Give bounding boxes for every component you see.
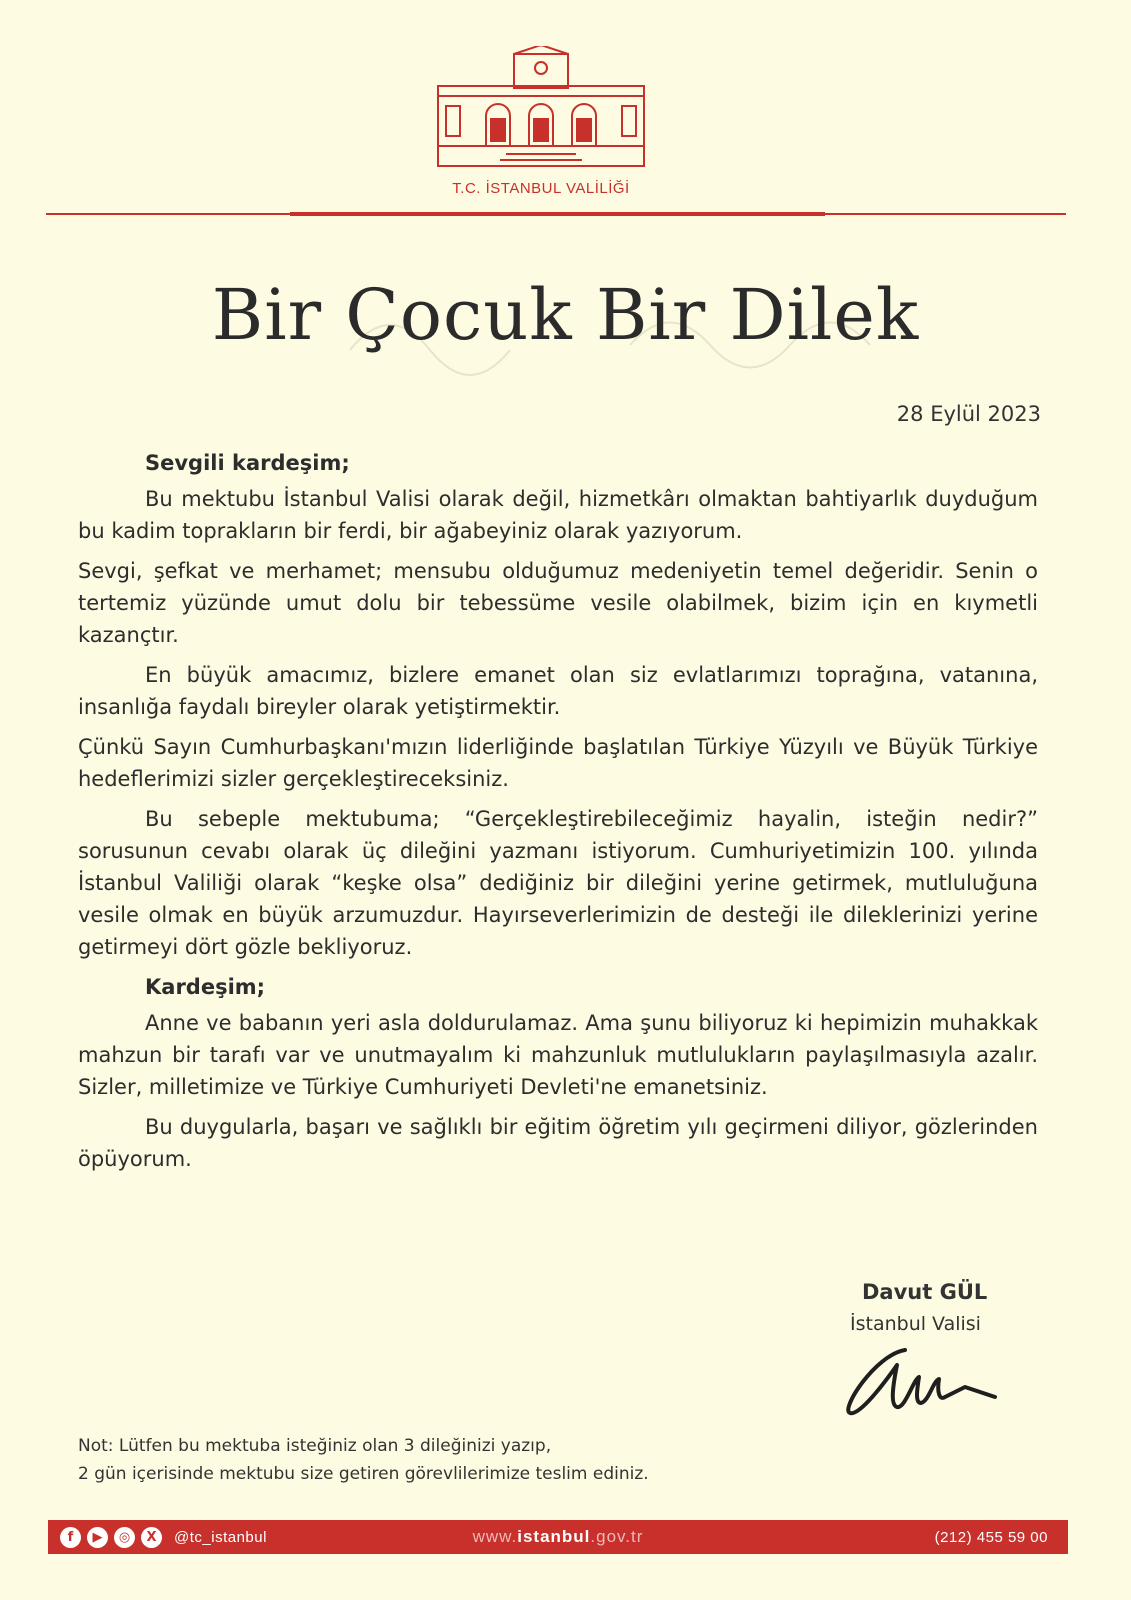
paragraph: En büyük amacımız, bizlere emanet olan siz evlatlarımızı toprağına, vatanına, insanlığa faydalı bireyler olarak yetiştirmektir. [78,663,1038,719]
governorship-building-logo [436,46,646,176]
letter-body [78,447,1038,1183]
instagram-icon[interactable]: ◎ [114,1527,135,1548]
signer-title: İstanbul Valisi [850,1313,981,1335]
x-icon[interactable]: X [141,1527,162,1548]
phone-number[interactable]: (212) 455 59 00 [934,1528,1048,1546]
institution-name: T.C. İSTANBUL VALİLİĞİ [452,180,630,197]
youtube-icon[interactable]: ▶ [87,1527,108,1548]
handwritten-signature [835,1325,1025,1425]
note-line: Not: Lütfen bu mektuba isteğiniz olan 3 dileğinizi yazıp, [78,1436,552,1456]
social-handle[interactable]: @tc_istanbul [174,1528,267,1546]
signer-name: Davut GÜL [862,1280,988,1304]
paragraph: Bu sebeple mektubuma; “Gerçekleştirebileceğimiz hayalin, isteğin nedir?” sorusunun cevabı olarak üç dileğini yazmanı istiyorum. Cumhuriyetimizin 100. yılında İstanbul Valiliği olarak “keşke olsa” dediğiniz bir dileğini yerine getirmek, mutluluğuna vesile olmak en büyük arzumuzdur. Hayırseverlerimizin de desteği ile dileklerinizi yerine getirmeyi dört gözle bekliyoruz. [78,807,1038,959]
letter-title: Bir Çocuk Bir Dilek [211,274,920,356]
website-link[interactable] [48,1527,1068,1547]
website-suffix: .gov.tr [590,1527,644,1546]
paragraph: Bu duygularla, başarı ve sağlıklı bir eğitim öğretim yılı geçirmeni diliyor, gözlerinden öpüyorum. [78,1115,1038,1171]
website-prefix: www. [472,1527,518,1546]
greeting: Sevgili kardeşim; [145,451,350,475]
paragraph: Anne ve babanın yeri asla doldurulamaz. Ama şunu biliyoruz ki hepimizin muhakkak mahzun bir tarafı var ve unutmayalım ki mahzunluk mutlulukların paylaşılmasıyla azalır. Sizler, milletimize ve Türkiye Cumhuriyeti Devleti'ne emanetsiniz. [78,1011,1038,1099]
website-domain: istanbul [517,1527,591,1546]
facebook-icon[interactable]: f [60,1527,81,1548]
paragraph: Çünkü Sayın Cumhurbaşkanı'mızın liderliğinde başlatılan Türkiye Yüzyılı ve Büyük Türkiye hedeflerimizi sizler gerçekleştireceksiniz. [78,735,1038,791]
letter-date: 28 Eylül 2023 [896,402,1041,426]
note-line: 2 gün içerisinde mektubu size getiren görevlilerimize teslim ediniz. [78,1464,649,1484]
header-divider-accent [290,212,825,216]
greeting-secondary: Kardeşim; [145,975,266,999]
instruction-note [78,1432,838,1488]
footer-bar [48,1520,1068,1554]
paragraph: Sevgi, şefkat ve merhamet; mensubu olduğumuz medeniyetin temel değeridir. Senin o tertemiz yüzünde umut dolu bir tebessüme vesile olabilmek, bizim için en kıymetli kazançtır. [78,559,1038,647]
paragraph: Bu mektubu İstanbul Valisi olarak değil, hizmetkârı olmaktan bahtiyarlık duyduğum bu kadim toprakların bir ferdi, bir ağabeyiniz olarak yazıyorum. [78,487,1038,543]
